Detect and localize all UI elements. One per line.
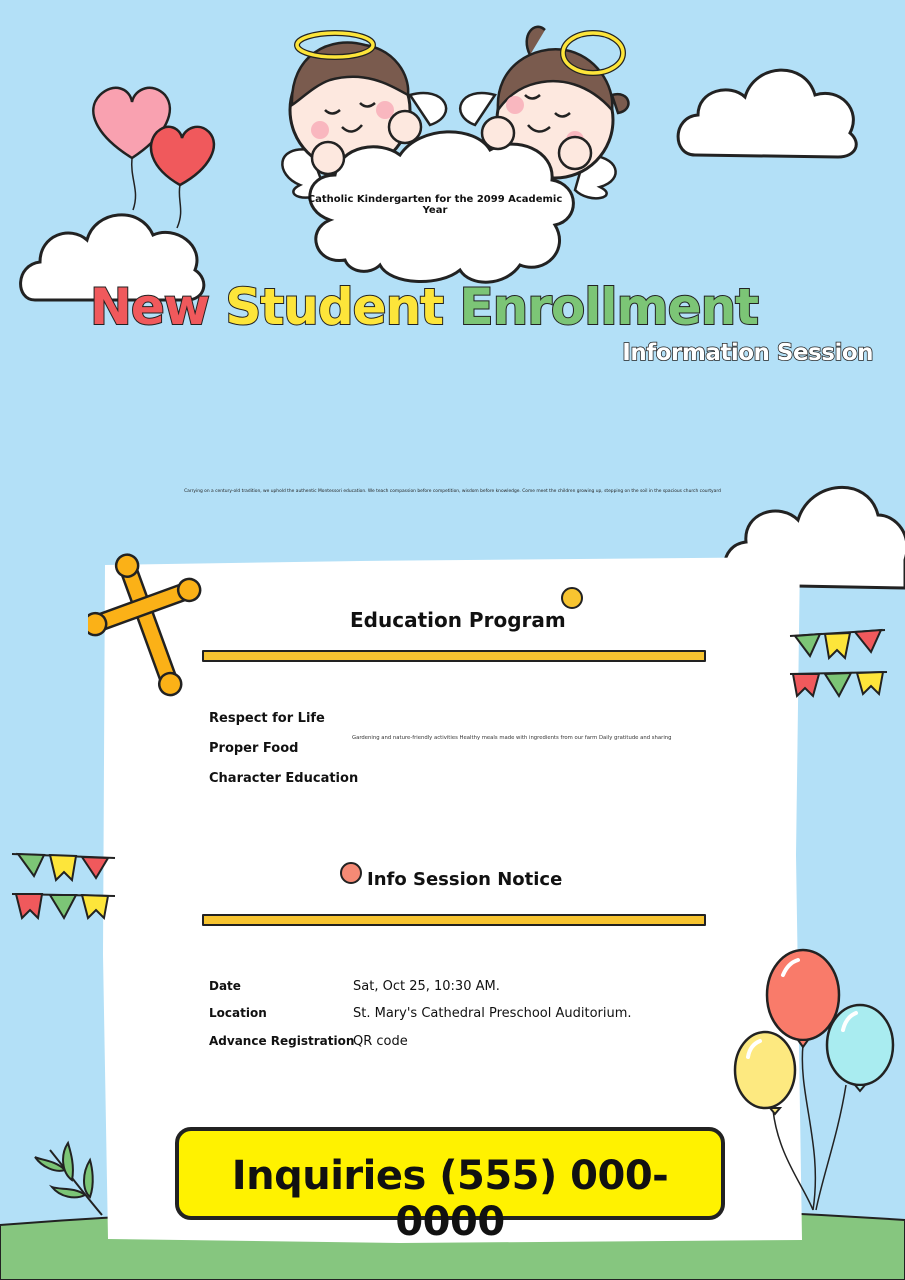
- info-value-date: Sat, Oct 25, 10:30 AM.: [353, 979, 500, 994]
- red-dot-icon: [338, 860, 364, 886]
- angels-cloud-illustration: [270, 15, 630, 300]
- title-word-2: Student: [225, 278, 444, 336]
- info-label-date: Date: [209, 979, 241, 993]
- program-item: Respect for Life: [209, 711, 325, 726]
- title-word-3: Enrollment: [459, 278, 759, 336]
- inquiry-box: [175, 1127, 725, 1245]
- yellow-dot-icon: [559, 585, 585, 611]
- info-value-registration: QR code: [353, 1034, 408, 1049]
- leaf-branch: [30, 1135, 110, 1220]
- title-word-1: New: [90, 278, 209, 336]
- program-item: Proper Food: [209, 741, 299, 756]
- info-label-registration: Advance Registration: [209, 1034, 355, 1048]
- info-divider: [202, 914, 706, 926]
- education-divider: [202, 650, 706, 662]
- cloud-top-right: [670, 55, 860, 165]
- balloons-right: [728, 945, 903, 1215]
- info-value-location: St. Mary's Cathedral Preschool Auditorium.: [353, 1006, 632, 1021]
- info-title: Info Session Notice: [367, 869, 563, 890]
- program-description: Gardening and nature-friendly activities Healthy meals made with ingredients from our farm Daily gratitude and sharing: [352, 735, 672, 741]
- cross-icon: [88, 548, 208, 698]
- education-title: Education Program: [350, 608, 566, 632]
- main-title: [90, 278, 759, 336]
- bunting-left: [10, 848, 120, 923]
- heart-balloons: [85, 80, 230, 230]
- bunting-right: [785, 628, 895, 703]
- info-label-location: Location: [209, 1006, 267, 1020]
- inquiry-phone: Inquiries (555) 000-0000: [231, 1153, 669, 1245]
- tagline: Carrying on a century-old tradition, we uphold the authentic Montessori education. We teach compassion before competition, wisdom before knowledge. Come meet the children growing up, stepping on the soil in the spacious church courtyard: [184, 489, 721, 494]
- subtitle: Information Session: [622, 340, 873, 366]
- program-item: Character Education: [209, 771, 359, 786]
- cloud-caption: Catholic Kindergarten for the 2099 Academic Year: [307, 194, 563, 216]
